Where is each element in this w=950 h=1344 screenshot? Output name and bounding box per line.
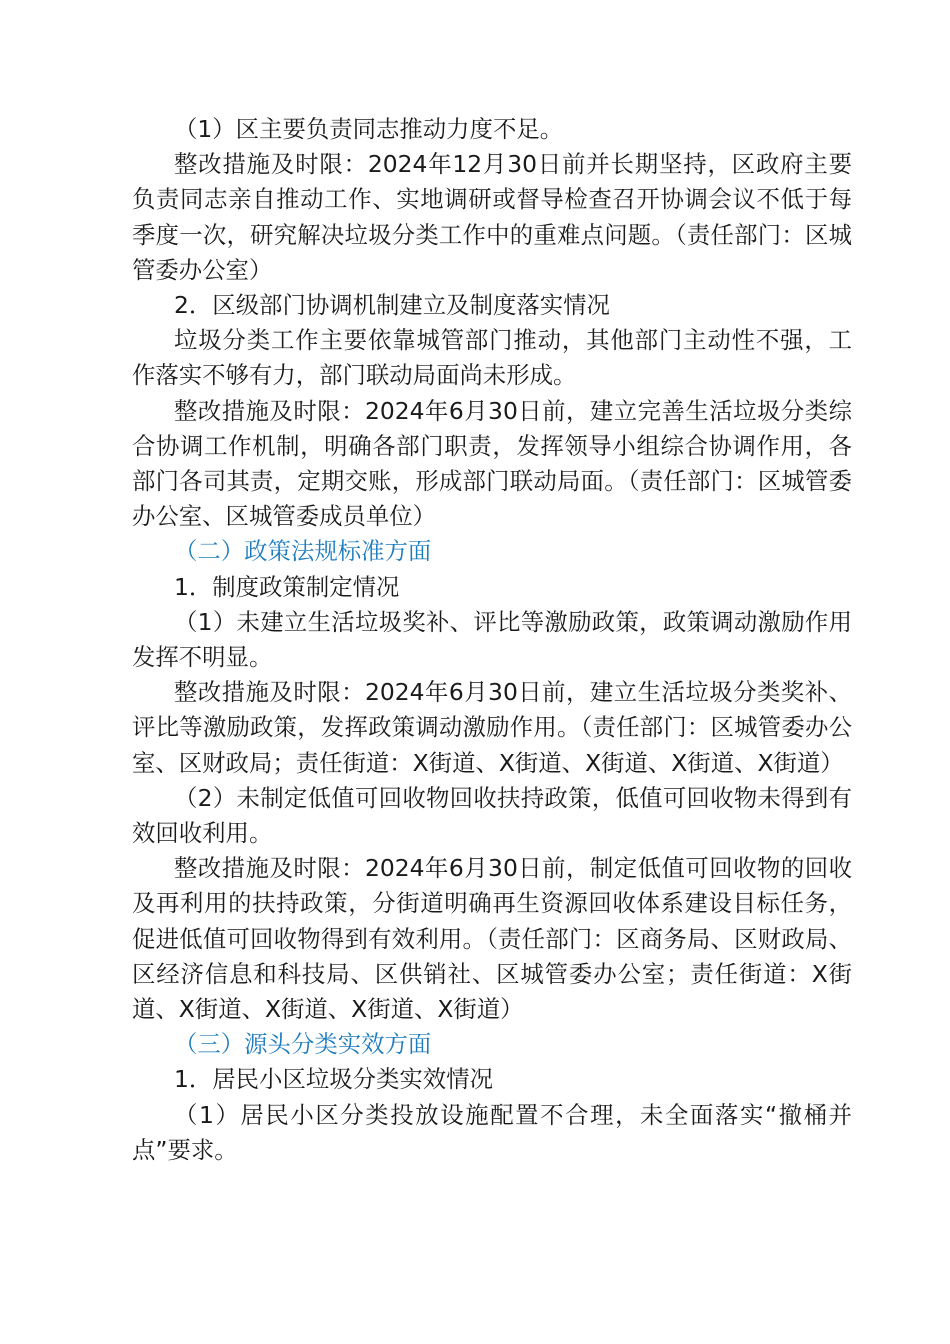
paragraph-6: 整改措施及时限：2024年6月30日前，建立生活垃圾分类奖补、评比等激励政策，发挥政策调动激励作用。（责任部门：区城管委办公室、区财政局；责任街道：X街道、X街道、X街道、X街道、X街道） [132,678,852,777]
subsection-heading-policy: （二）政策法规标准方面 [174,537,432,566]
paragraph-2: 整改措施及时限：2024年12月30日前并长期坚持，区政府主要负责同志亲自推动工作、实地调研或督导检查召开协调会议不低于每季度一次，研究解决垃圾分类工作中的重难点问题。（责任部门：区城管委办公室） [132,150,852,284]
subsection-heading-source: （三）源头分类实效方面 [174,1030,432,1059]
paragraph-5: （1）未建立生活垃圾奖补、评比等激励政策，政策调动激励作用发挥不明显。 [132,607,852,672]
paragraph-7: （2）未制定低值可回收物回收扶持政策，低值可回收物未得到有效回收利用。 [132,783,852,848]
paragraph-1: （1）区主要负责同志推动力度不足。 [174,115,564,143]
section-heading-1-policy: 1．制度政策制定情况 [174,572,400,601]
paragraph-3: 垃圾分类工作主要依靠城管部门推动，其他部门主动性不强，工作落实不够有力，部门联动局面尚未形成。 [132,326,852,390]
section-heading-2: 2．区级部门协调机制建立及制度落实情况 [174,291,610,320]
section-heading-1-source: 1．居民小区垃圾分类实效情况 [174,1065,493,1094]
paragraph-4: 整改措施及时限：2024年6月30日前，建立完善生活垃圾分类综合协调工作机制，明确各部门职责，发挥领导小组综合协调作用，各部门各司其责，定期交账，形成部门联动局面。（责任部门：区城管委办公室、区城管委成员单位） [132,396,852,531]
document-page [132,112,852,1168]
paragraph-8: 整改措施及时限：2024年6月30日前，制定低值可回收物的回收及再利用的扶持政策，分街道明确再生资源回收体系建设目标任务，促进低值可回收物得到有效利用。（责任部门：区商务局、区财政局、区经济信息和科技局、区供销社、区城管委办公室；责任街道：X街道、X街道、X街道、X街道、X街道） [132,854,852,1024]
paragraph-9: （1）居民小区分类投放设施配置不合理，未全面落实“撤桶并点”要求。 [132,1100,852,1164]
